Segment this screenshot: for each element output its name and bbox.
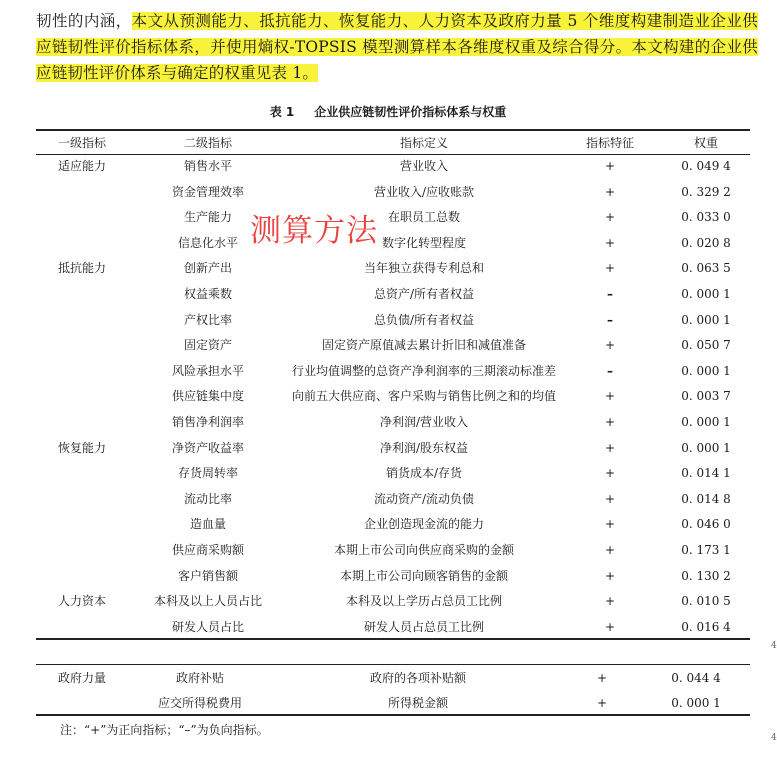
table2-bottom-rule — [36, 714, 750, 716]
row-sign: – — [607, 287, 613, 301]
intro-highlight: 本文从预测能力、抵抗能力、恢复能力、人力资本及政府力量 5 个维度构建制造业企业供应链韧性评价指标体系，并使用熵权-TOPSIS 模型测算样本各维度权重及综合得分。本文构建的企业供应链韧性评价体系与确定的权重见表 1。 — [36, 12, 758, 82]
row-weight: 0. 173 1 — [681, 543, 731, 557]
row-sign: + — [604, 440, 616, 455]
row2-weight: 0. 000 1 — [671, 696, 721, 710]
watermark-annotation: 测算方法 — [250, 213, 378, 249]
edge-mark-2: 4 — [771, 733, 777, 743]
row-definition: 在职员工总数 — [387, 210, 461, 225]
edge-mark-1: 4 — [771, 641, 777, 651]
row-name: 存货周转率 — [177, 466, 239, 481]
row2-sign: + — [596, 696, 608, 710]
row-weight: 0. 049 4 — [681, 159, 731, 173]
row-name: 创新产出 — [183, 261, 233, 276]
row-weight: 0. 000 1 — [681, 440, 731, 455]
row2-definition: 所得税金额 — [387, 696, 449, 710]
header-sign: 指标特征 — [585, 136, 635, 150]
row-weight: 0. 130 2 — [681, 568, 731, 583]
row-sign: + — [604, 568, 616, 583]
row-weight: 0. 020 8 — [681, 235, 731, 250]
row-weight: 0. 050 7 — [681, 338, 731, 353]
row-name: 信息化水平 — [177, 235, 239, 250]
row-sign: – — [607, 312, 613, 327]
row-name: 供应链集中度 — [171, 389, 245, 404]
row-name: 销售水平 — [183, 159, 233, 173]
row-name: 生产能力 — [183, 210, 233, 225]
intro-paragraph — [36, 8, 758, 86]
row-definition: 固定资产原值减去累计折旧和减值准备 — [321, 338, 527, 353]
row-weight: 0. 010 5 — [681, 594, 731, 609]
row-definition: 本期上市公司向供应商采购的金额 — [333, 543, 515, 557]
table-top-rule — [36, 129, 750, 131]
row-sign: + — [604, 235, 616, 250]
row2-weight: 0. 044 4 — [671, 671, 721, 685]
row-definition: 总负债/所有者权益 — [373, 312, 475, 327]
row-sign: + — [604, 210, 616, 225]
row-sign: + — [604, 415, 616, 429]
row-weight: 0. 063 5 — [681, 261, 731, 276]
row-weight: 0. 000 1 — [681, 312, 731, 327]
row-definition: 当年独立获得专利总和 — [363, 261, 485, 276]
row-sign: + — [604, 594, 616, 609]
row-weight: 0. 014 8 — [681, 491, 731, 506]
table-caption — [0, 103, 776, 120]
row-sign: + — [604, 159, 616, 173]
row-weight: 0. 033 0 — [681, 210, 731, 225]
row-name: 固定资产 — [183, 338, 233, 353]
row-sign: + — [604, 517, 616, 532]
row-weight: 0. 000 1 — [681, 287, 731, 301]
row2-level1: 政府力量 — [57, 671, 107, 685]
row-definition: 净利润/股东权益 — [379, 440, 469, 455]
row-name: 产权比率 — [183, 312, 233, 327]
header-weight: 权重 — [693, 136, 719, 150]
caption-title: 企业供应链韧性评价指标体系与权重 — [314, 105, 507, 119]
table2-top-rule — [36, 664, 750, 665]
row-weight: 0. 014 1 — [681, 466, 731, 481]
row-name: 风险承担水平 — [171, 363, 245, 378]
row-sign: + — [604, 184, 616, 199]
row-definition: 数字化转型程度 — [381, 235, 467, 250]
row-weight: 0. 046 0 — [681, 517, 731, 532]
row-definition: 总资产/所有者权益 — [373, 287, 475, 301]
row-sign: + — [604, 491, 616, 506]
row-definition: 流动资产/流动负债 — [373, 491, 475, 506]
row-weight: 0. 000 1 — [681, 363, 731, 378]
row2-name: 政府补贴 — [175, 671, 225, 685]
row2-name: 应交所得税费用 — [157, 696, 243, 710]
row-definition: 净利润/营业收入 — [379, 415, 469, 429]
row-weight: 0. 000 1 — [681, 415, 731, 429]
row2-sign: + — [596, 671, 608, 685]
intro-plain: 韧性的内涵， — [36, 12, 132, 30]
row-definition: 向前五大供应商、客户采购与销售比例之和的均值 — [291, 389, 557, 404]
row-sign: + — [604, 389, 616, 404]
table-note: 注：“+”为正向指标；“–”为负向指标。 — [60, 723, 269, 737]
row-name: 销售净利润率 — [171, 415, 245, 429]
row-name: 流动比率 — [183, 491, 233, 506]
row-definition: 营业收入/应收账款 — [373, 184, 475, 199]
row-definition: 行业均值调整的总资产净利润率的三期滚动标准差 — [291, 363, 557, 378]
row-sign: + — [604, 466, 616, 481]
row-sign: + — [604, 338, 616, 353]
row-level1: 抵抗能力 — [57, 261, 107, 276]
row-sign: + — [604, 619, 616, 634]
row-weight: 0. 003 7 — [681, 389, 731, 404]
row-definition: 销货成本/存货 — [385, 466, 463, 481]
row-sign: + — [604, 543, 616, 557]
row-definition: 本期上市公司向顾客销售的金额 — [339, 568, 509, 583]
row2-definition: 政府的各项补贴额 — [369, 671, 467, 685]
row-name: 净资产收益率 — [171, 440, 245, 455]
row-sign: + — [604, 261, 616, 276]
row-name: 资金管理效率 — [171, 184, 245, 199]
row-name: 供应商采购额 — [171, 543, 245, 557]
row-name: 本科及以上人员占比 — [153, 594, 263, 609]
caption-number: 表 1 — [269, 105, 295, 119]
row-name: 造血量 — [189, 517, 227, 532]
table-bottom-rule — [36, 638, 750, 640]
row-definition: 本科及以上学历占总员工比例 — [345, 594, 503, 609]
row-definition: 研发人员占总员工比例 — [363, 619, 485, 634]
table-header-rule — [36, 154, 750, 155]
row-weight: 0. 016 4 — [681, 619, 731, 634]
row-name: 研发人员占比 — [171, 619, 245, 634]
row-level1: 适应能力 — [57, 159, 107, 173]
row-weight: 0. 329 2 — [681, 184, 731, 199]
row-name: 客户销售额 — [177, 568, 239, 583]
header-definition: 指标定义 — [399, 136, 449, 150]
row-name: 权益乘数 — [183, 287, 233, 301]
row-level1: 恢复能力 — [57, 440, 107, 455]
row-level1: 人力资本 — [57, 594, 107, 609]
row-sign: – — [607, 363, 613, 378]
header-name: 二级指标 — [183, 136, 233, 150]
row-definition: 企业创造现金流的能力 — [363, 517, 485, 532]
header-level1: 一级指标 — [57, 136, 107, 150]
row-definition: 营业收入 — [399, 159, 449, 173]
